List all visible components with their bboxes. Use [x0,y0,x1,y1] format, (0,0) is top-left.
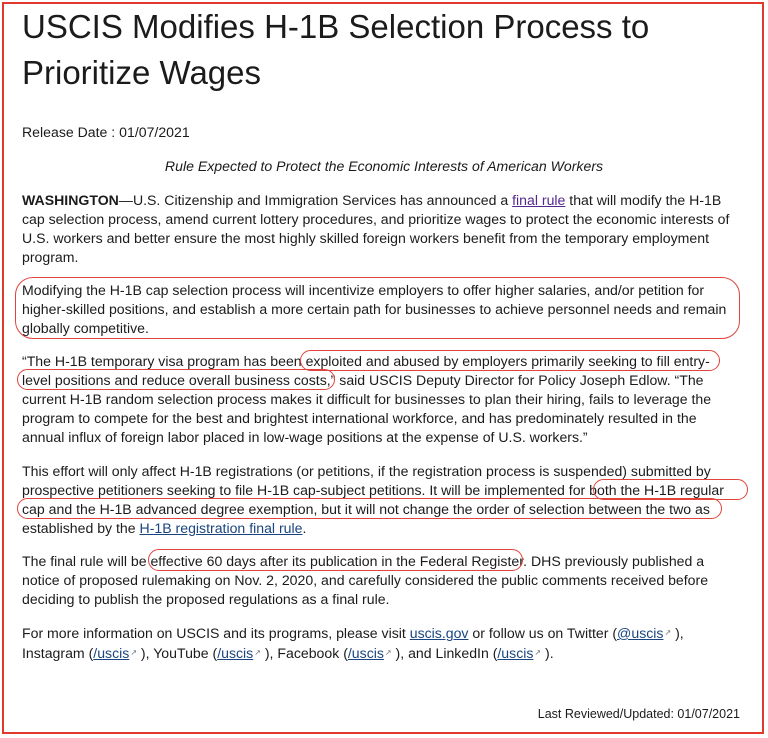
paragraph-scope: This effort will only affect H-1B registrations (or petitions, if the registration process is suspended) submitted by prospective petitioners seeking to file H-1B cap-subject petitions. It will be implemented for both the H-1B regular cap and the H-1B advanced degree exemption, but it will not change the order of selection between the two as established by the H-1B registration final rule. [22,463,724,536]
linkedin-link[interactable]: /uscis [497,645,534,661]
dateline: WASHINGTON [22,192,119,208]
uscis-gov-link[interactable]: uscis.gov [409,625,469,641]
external-link-icon: ↗ [254,648,261,657]
article-subtitle: Rule Expected to Protect the Economic Interests of American Workers [164,158,604,174]
paragraph-quote: “The H-1B temporary visa program has been exploited and abused by employers primarily seeking to fill entry- level positions and reduce overall business costs,” said USCIS Deputy Director for Policy Joseph Edlow. “The current H-1B random selection process makes it difficult for businesses to plan their hiring, fails to leverage the program to compete for the best and brightest international workforce, and has predominately resulted in the annual influx of foreign labor placed in low-wage positions at the expense of U.S. workers.” [22,353,712,445]
release-date: Release Date : 01/07/2021 [22,124,190,140]
facebook-link[interactable]: /uscis [347,645,384,661]
external-link-icon: ↗ [130,648,138,657]
youtube-link[interactable]: /uscis [217,645,254,661]
page-title: USCIS Modifies H-1B Selection Process to Prioritize Wages [22,8,650,91]
last-reviewed: Last Reviewed/Updated: 01/07/2021 [537,707,740,721]
paragraph-incentives: Modifying the H-1B cap selection process will incentivize employers to offer higher salaries, and/or petition for higher-skilled positions, and establish a more certain path for businesses to achieve personnel needs and remain globally competitive. [22,282,727,336]
registration-final-rule-link[interactable]: H-1B registration final rule [139,520,303,536]
external-link-icon: ↗ [534,648,542,657]
final-rule-link[interactable]: final rule [512,192,566,208]
paragraph-intro: WASHINGTON—U.S. Citizenship and Immigration Services has announced a final rule that will modify the H-1B cap selection process, amend current lottery procedures, and prioritize wages to protect the economic interests of U.S. workers and better ensure the most highly skilled foreign workers benefit from the temporary employment program. [22,192,730,265]
external-link-icon: ↗ [664,628,672,637]
paragraph-social: For more information on USCIS and its programs, please visit uscis.gov or follow us on Twitter (@uscis↗ ), Instagram (/uscis↗ ), YouTube (/uscis↗ ), Facebook (/uscis↗ ), and LinkedIn (/uscis↗ ). [22,625,684,661]
external-link-icon: ↗ [384,648,392,657]
twitter-link[interactable]: @uscis [617,625,664,641]
paragraph-effective: The final rule will be effective 60 days after its publication in the Federal Register. DHS previously published a notice of proposed rulemaking on Nov. 2, 2020, and carefully considered the public comments received before deciding to publish the proposed regulations as a final rule. [22,553,709,607]
instagram-link[interactable]: /uscis [93,645,130,661]
